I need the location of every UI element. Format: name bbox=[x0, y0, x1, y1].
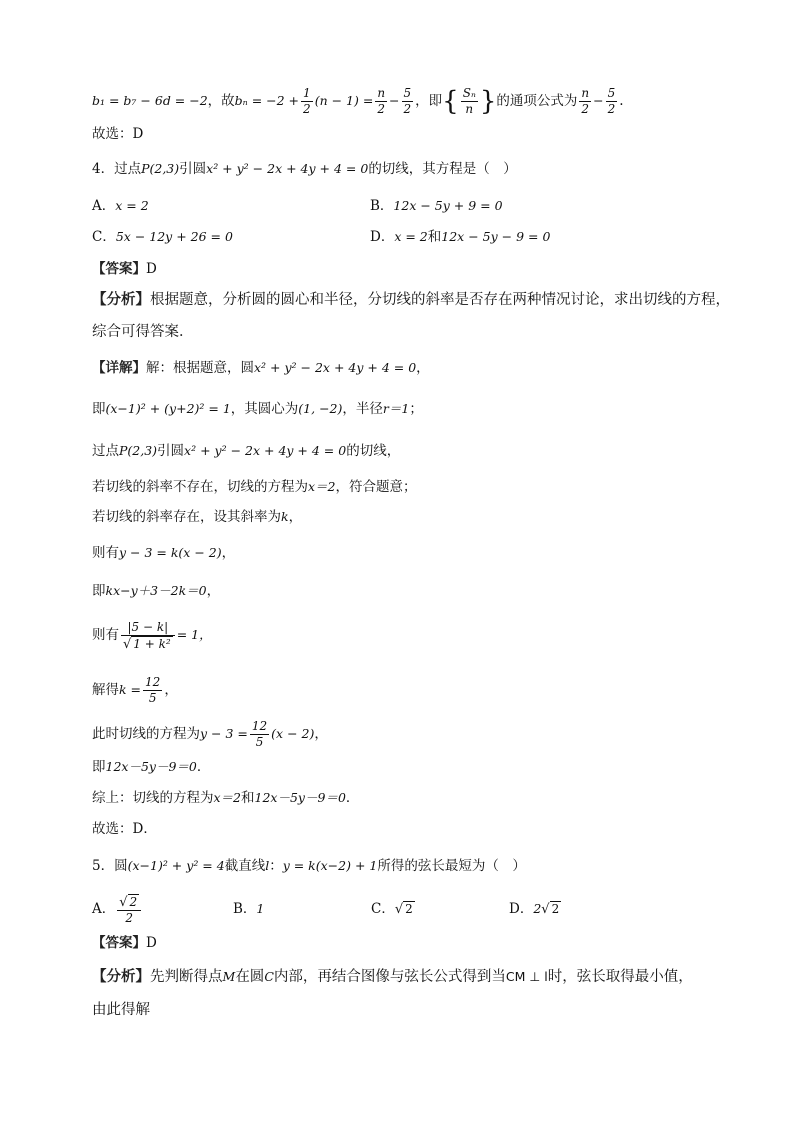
math: C bbox=[264, 969, 274, 984]
point-p: P(2,3) bbox=[141, 161, 180, 176]
option-label: D． bbox=[509, 901, 534, 917]
q4-answer bbox=[92, 259, 157, 279]
text: 截直线 bbox=[224, 858, 266, 874]
q4-detail-8 bbox=[92, 615, 212, 655]
option-label: C． bbox=[92, 229, 116, 245]
q5-option-c bbox=[371, 899, 415, 920]
text: ，其圆心为 bbox=[230, 401, 299, 417]
den: 2 bbox=[581, 102, 590, 116]
num: 5 bbox=[403, 86, 412, 100]
math: r＝1 bbox=[382, 401, 410, 416]
option-value: x = 2 bbox=[394, 229, 428, 244]
text: 引圆 bbox=[179, 161, 207, 177]
num: 12 bbox=[251, 719, 268, 733]
text: ， bbox=[221, 545, 236, 561]
fraction-5-2b bbox=[606, 86, 618, 117]
text: 所得的弦长最短为（ ） bbox=[377, 858, 526, 874]
math-bn: bₙ = −2 + bbox=[234, 93, 300, 108]
q5-analysis-2: 由此得解 bbox=[92, 1002, 150, 1018]
text: 引圆 bbox=[157, 443, 185, 459]
fraction-n-2 bbox=[375, 86, 387, 117]
sqrt-icon: √ bbox=[119, 894, 128, 910]
text: 综上：切线的方程为 bbox=[92, 790, 214, 806]
q5-option-a bbox=[92, 890, 143, 928]
fraction-distance bbox=[121, 620, 175, 652]
text: ． bbox=[196, 759, 211, 775]
num: 1 bbox=[303, 86, 311, 100]
den: 2 bbox=[303, 102, 311, 116]
num: Sₙ bbox=[462, 86, 476, 100]
q5-answer bbox=[92, 933, 157, 953]
period: . bbox=[619, 93, 624, 109]
num: 12 bbox=[145, 675, 161, 689]
math: CM ⊥ l bbox=[505, 969, 548, 984]
math: (n − 1) = bbox=[314, 93, 374, 108]
sqrt-icon: √ bbox=[123, 636, 132, 652]
q5-option-d bbox=[509, 899, 561, 920]
option-value: 12x − 5y + 9 = 0 bbox=[393, 198, 503, 213]
radicand: 2 bbox=[551, 902, 560, 916]
text: 即 bbox=[92, 759, 106, 775]
num: |5 − k| bbox=[121, 620, 175, 636]
den: 2 bbox=[125, 910, 134, 925]
q4-option-c bbox=[92, 227, 233, 247]
math: x＝2 bbox=[308, 479, 336, 494]
text: ． bbox=[345, 790, 360, 806]
q4-detail-1 bbox=[92, 358, 430, 378]
text: ， bbox=[314, 726, 328, 742]
math: (1, −2) bbox=[298, 401, 343, 416]
right-brace: } bbox=[479, 86, 497, 117]
answer-tag: 【答案】 bbox=[92, 935, 146, 951]
radicand: 1 + k² bbox=[133, 636, 171, 651]
num: n bbox=[581, 86, 590, 100]
text: ，半径 bbox=[342, 401, 383, 417]
minus: − bbox=[389, 93, 400, 108]
answer-value: D bbox=[146, 935, 157, 951]
line-equation: y = k(x−2) + 1 bbox=[282, 858, 378, 873]
text: 时，弦长取得最小值， bbox=[547, 969, 693, 985]
answer-tag: 【答案】 bbox=[92, 261, 146, 277]
radicand: 2 bbox=[129, 894, 138, 909]
text: ， bbox=[416, 360, 430, 376]
q4-detail-9 bbox=[92, 672, 178, 708]
math: x＝2 bbox=[213, 790, 242, 805]
math: x² + y² − 2x + 4y + 4 = 0 bbox=[254, 360, 417, 375]
q5-analysis-1 bbox=[92, 967, 693, 987]
q4-detail-5 bbox=[92, 507, 302, 527]
text: 若切线的斜率存在，设其斜率为 bbox=[92, 509, 281, 525]
question-4-stem bbox=[92, 159, 517, 179]
math: x² + y² − 2x + 4y + 4 = 0 bbox=[184, 443, 347, 458]
q5-option-b bbox=[233, 899, 264, 919]
detail-tag: 【详解】 bbox=[92, 360, 146, 376]
text: 过点 bbox=[92, 443, 119, 459]
math: l bbox=[265, 858, 270, 873]
fraction-n-2b bbox=[579, 86, 591, 117]
text: 此时切线的方程为 bbox=[92, 726, 200, 742]
question-5-stem bbox=[92, 856, 526, 876]
fraction-sn-n bbox=[461, 86, 478, 117]
math: kx−y＋3－2k＝0 bbox=[105, 583, 207, 598]
den: 2 bbox=[403, 102, 412, 116]
q4-detail-2 bbox=[92, 399, 423, 419]
den: 5 bbox=[148, 691, 157, 705]
num: 5 bbox=[607, 86, 616, 100]
q4-option-d bbox=[370, 227, 550, 247]
text: ； bbox=[409, 401, 423, 417]
q4-detail-11 bbox=[92, 757, 210, 777]
text: 根据题意，分析圆的圆心和半径，分切线的斜率是否存在两种情况讨论，求出切线的方程， bbox=[150, 292, 730, 308]
den: 5 bbox=[255, 735, 264, 749]
option-value: x = 2 bbox=[115, 198, 149, 213]
math: k bbox=[281, 509, 289, 524]
fraction-12-5b bbox=[250, 719, 269, 750]
option-value: 12x − 5y − 9 = 0 bbox=[441, 229, 551, 244]
coefficient: 2 bbox=[533, 901, 542, 916]
circle-equation: (x−1)² + y² = 4 bbox=[127, 858, 225, 873]
text: ，符合题意； bbox=[335, 479, 417, 495]
q4-detail-10 bbox=[92, 716, 328, 752]
text: ， bbox=[164, 682, 178, 698]
minus: − bbox=[593, 93, 604, 108]
q4-detail-7 bbox=[92, 581, 220, 601]
text: 即 bbox=[92, 583, 106, 599]
radicand: 2 bbox=[405, 902, 413, 916]
circle-equation: x² + y² − 2x + 4y + 4 = 0 bbox=[206, 161, 369, 176]
text: 先判断得点 bbox=[150, 969, 223, 985]
option-value: 5x − 12y + 26 = 0 bbox=[115, 229, 233, 244]
text: 和 bbox=[241, 790, 255, 806]
q4-option-a bbox=[92, 196, 149, 216]
math: 12x－5y－9＝0 bbox=[254, 790, 346, 805]
option-label: A． bbox=[92, 901, 116, 917]
fraction-sqrt2-2 bbox=[117, 894, 141, 926]
option-label: C． bbox=[371, 901, 395, 917]
num bbox=[117, 894, 141, 911]
continuation-line-1 bbox=[92, 86, 624, 116]
option-label: B． bbox=[370, 198, 394, 214]
q4-detail-13: 故选：D． bbox=[92, 821, 157, 837]
fraction-half bbox=[301, 86, 313, 117]
math: y − 3 = k(x − 2) bbox=[119, 545, 222, 560]
math: = 1， bbox=[176, 627, 212, 642]
text: ， bbox=[206, 583, 221, 599]
math: P(2,3) bbox=[119, 443, 158, 458]
q4-analysis-1 bbox=[92, 290, 730, 310]
analysis-tag: 【分析】 bbox=[92, 291, 150, 308]
fraction-12-5 bbox=[143, 675, 162, 706]
q4-detail-4 bbox=[92, 477, 417, 497]
text: 解得 bbox=[92, 682, 119, 698]
option-value: 1 bbox=[256, 901, 265, 916]
sqrt-icon: √ bbox=[541, 902, 550, 917]
math: M bbox=[222, 969, 236, 984]
text: ： bbox=[269, 858, 283, 874]
left-brace: { bbox=[442, 86, 459, 117]
text: ， bbox=[288, 509, 303, 525]
q4-option-b bbox=[370, 196, 503, 216]
option-label: D． bbox=[370, 229, 395, 245]
q4-analysis-2: 综合可得答案． bbox=[92, 324, 194, 340]
math: (x − 2) bbox=[271, 726, 315, 741]
den: 2 bbox=[377, 102, 385, 116]
num: n bbox=[377, 86, 386, 100]
choose-answer-line: 故选：D bbox=[92, 126, 144, 142]
analysis-tag: 【分析】 bbox=[92, 968, 150, 985]
text: 则有 bbox=[92, 627, 119, 643]
text: 的切线，其方程是（ ） bbox=[368, 161, 517, 177]
answer-value: D bbox=[146, 261, 157, 277]
text: 5．圆 bbox=[92, 858, 128, 874]
text: 4．过点 bbox=[92, 161, 142, 177]
fraction-5-2 bbox=[402, 86, 414, 117]
option-label: A． bbox=[92, 198, 116, 214]
math: (x−1)² + (y+2)² = 1 bbox=[105, 401, 231, 416]
text: 和 bbox=[427, 229, 442, 245]
math: 12x－5y－9＝0 bbox=[105, 759, 197, 774]
q4-detail-3 bbox=[92, 441, 400, 461]
math: k = bbox=[119, 682, 142, 697]
sqrt-icon: √ bbox=[394, 902, 404, 917]
text: 解：根据题意，圆 bbox=[146, 360, 254, 376]
den bbox=[121, 636, 175, 652]
text: 即 bbox=[92, 401, 106, 417]
math-b1: b₁ = b₇ − 6d = −2 bbox=[92, 93, 208, 108]
option-label: B． bbox=[233, 901, 257, 917]
text: ，故 bbox=[207, 93, 235, 109]
text: 在圆 bbox=[235, 969, 265, 985]
den: n bbox=[465, 102, 474, 116]
den: 2 bbox=[607, 102, 616, 116]
text: ，即 bbox=[415, 93, 443, 109]
q4-detail-12 bbox=[92, 788, 359, 808]
text: 的切线， bbox=[346, 443, 401, 459]
text: 的通项公式为 bbox=[496, 93, 578, 109]
text: 内部，再结合图像与弦长公式得到当 bbox=[273, 969, 506, 985]
text: 则有 bbox=[92, 545, 119, 561]
math: y − 3 = bbox=[200, 726, 248, 741]
text: 若切线的斜率不存在，切线的方程为 bbox=[92, 479, 308, 495]
q4-detail-6 bbox=[92, 543, 235, 563]
